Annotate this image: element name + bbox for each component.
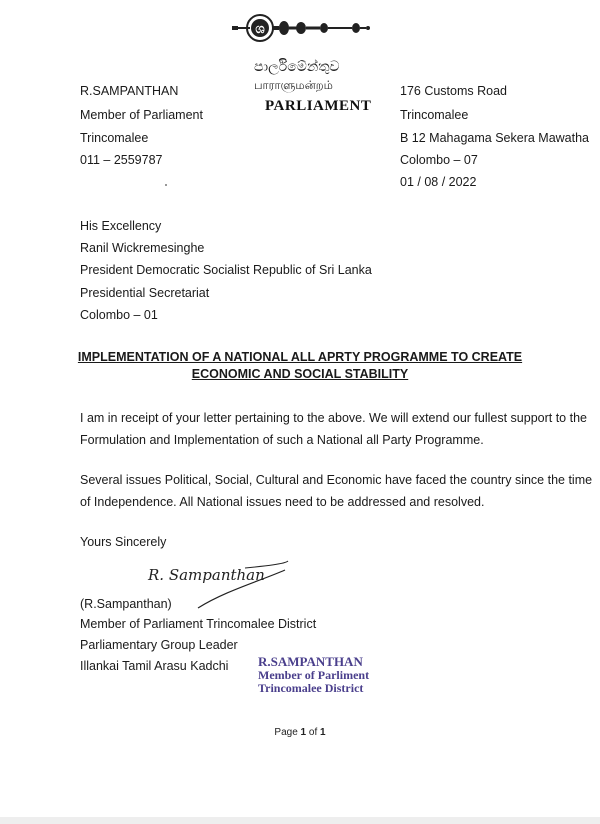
closing-salutation: Yours Sincerely <box>80 535 167 549</box>
svg-text:R. Sampanthan: R. Sampanthan <box>148 566 265 584</box>
body-paragraph-1-line-1: I am in receipt of your letter pertaining to the above. We will extend our fullest support to the <box>80 411 587 425</box>
recipient-line-3: President Democratic Socialist Republic of Sri Lanka <box>80 263 372 277</box>
body-paragraph-2-line-2: of Independence. All National issues need to be addressed and resolved. <box>80 495 485 509</box>
sender-name: R.SAMPANTHAN <box>80 84 179 98</box>
official-stamp <box>258 655 369 696</box>
stamp-line-1: R.SAMPANTHAN <box>258 654 363 669</box>
stamp-line-3: Trincomalee District <box>258 681 364 695</box>
stamp-line-2: Member of Parliment <box>258 667 370 682</box>
body-paragraph-1-line-2: Formulation and Implementation of such a National all Party Programme. <box>80 433 484 447</box>
letterhead-sinhala: පාර්ලිමේන්තුව <box>254 59 340 75</box>
sender-phone: 011 – 2559787 <box>80 153 163 167</box>
letterhead-english: PARLIAMENT <box>265 98 372 114</box>
subject-line-1: IMPLEMENTATION OF A NATIONAL ALL APRTY PROGRAMME TO CREATE <box>77 350 523 364</box>
subject-line-2: ECONOMIC AND SOCIAL STABILITY <box>191 367 409 381</box>
address-line-1: 176 Customs Road <box>400 84 508 98</box>
sender-title: Member of Parliament <box>80 108 203 122</box>
recipient-line-2: Ranil Wickremesinghe <box>80 241 205 255</box>
signatory-role-2: Parliamentary Group Leader <box>80 638 238 652</box>
recipient-line-4: Presidential Secretariat <box>80 286 210 300</box>
svg-text:ශ: ශ <box>255 22 265 37</box>
address-line-4: Colombo – 07 <box>400 153 478 167</box>
recipient-line-5: Colombo – 01 <box>80 308 158 322</box>
recipient-line-1: His Excellency <box>80 219 162 233</box>
parliament-mace-emblem-icon <box>232 8 370 48</box>
signatory-name: (R.Sampanthan) <box>80 597 172 611</box>
signatory-role-3: Illankai Tamil Arasu Kadchi <box>80 659 229 673</box>
sender-place: Trincomalee <box>80 131 149 145</box>
speck <box>165 184 167 186</box>
page-bottom-edge <box>0 817 600 824</box>
signatory-role-1: Member of Parliament Trincomalee District <box>80 617 317 631</box>
address-line-3: B 12 Mahagama Sekera Mawatha <box>400 131 589 145</box>
letterhead-tamil: பாராளுமன்றம் <box>254 78 333 92</box>
address-line-2: Trincomalee <box>400 108 469 122</box>
body-paragraph-2-line-1: Several issues Political, Social, Cultural and Economic have faced the country since the time <box>80 473 593 487</box>
page-number: Page 1 of 1 <box>274 727 326 738</box>
letter-date: 01 / 08 / 2022 <box>400 175 477 189</box>
